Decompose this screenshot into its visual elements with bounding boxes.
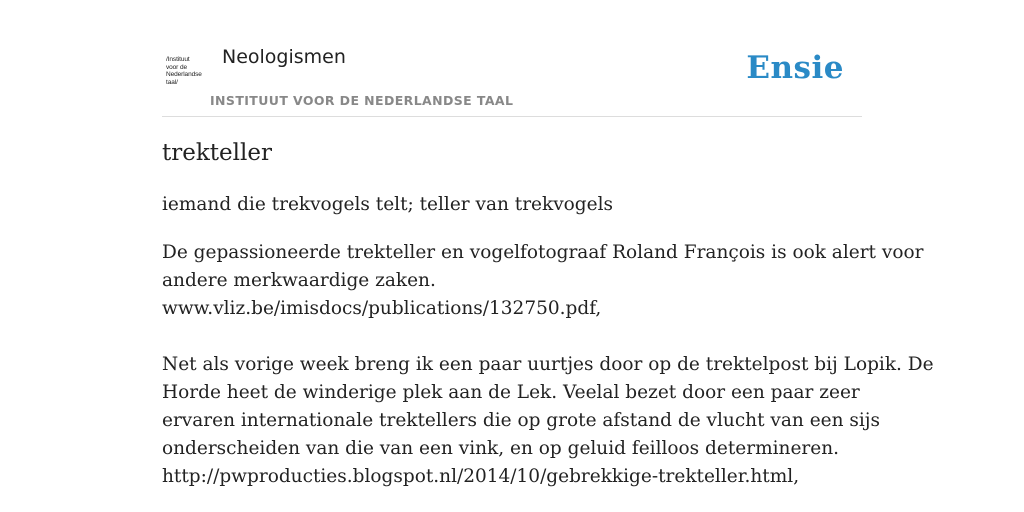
content-container [162, 0, 934, 487]
quote-source: http://pwproducties.blogspot.nl/2014/10/gebrekkige-trekteller.html, [162, 466, 800, 487]
ivdnt-logo[interactable] [166, 56, 208, 90]
quote-line: Horde heet de winderige plek aan de Lek. Veelal bezet door een paar zeer [162, 382, 860, 403]
header [162, 0, 862, 117]
logo-line: Nederlandse [166, 71, 202, 78]
example-quote [162, 239, 924, 323]
site-title-link[interactable]: Neologismen [222, 46, 346, 68]
quote-line: De gepassioneerde trekteller en vogelfotograaf Roland François is ook alert voor [162, 242, 924, 263]
quote-line: ervaren internationale trektellers die op grote afstand de vlucht van een sijs [162, 410, 881, 431]
quote-line: andere merkwaardige zaken. [162, 270, 436, 291]
quote-source: www.vliz.be/imisdocs/publications/132750.pdf, [162, 298, 602, 319]
entry-term: trekteller [162, 140, 272, 166]
quote-line: Net als vorige week breng ik een paar uurtjes door op de trektelpost bij Lopik. De [162, 354, 934, 375]
example-quote [162, 351, 934, 491]
logo-line: taal/ [166, 78, 178, 86]
entry-definition: iemand die trekvogels telt; teller van trekvogels [162, 194, 614, 215]
ensie-brand-link[interactable]: Ensie [746, 50, 844, 86]
organization-name: INSTITUUT VOOR DE NEDERLANDSE TAAL [210, 93, 514, 108]
logo-line: /Instituut [166, 56, 190, 63]
logo-line: voor de [166, 63, 187, 71]
quote-line: onderscheiden van die van een vink, en op geluid feilloos determineren. [162, 438, 839, 459]
